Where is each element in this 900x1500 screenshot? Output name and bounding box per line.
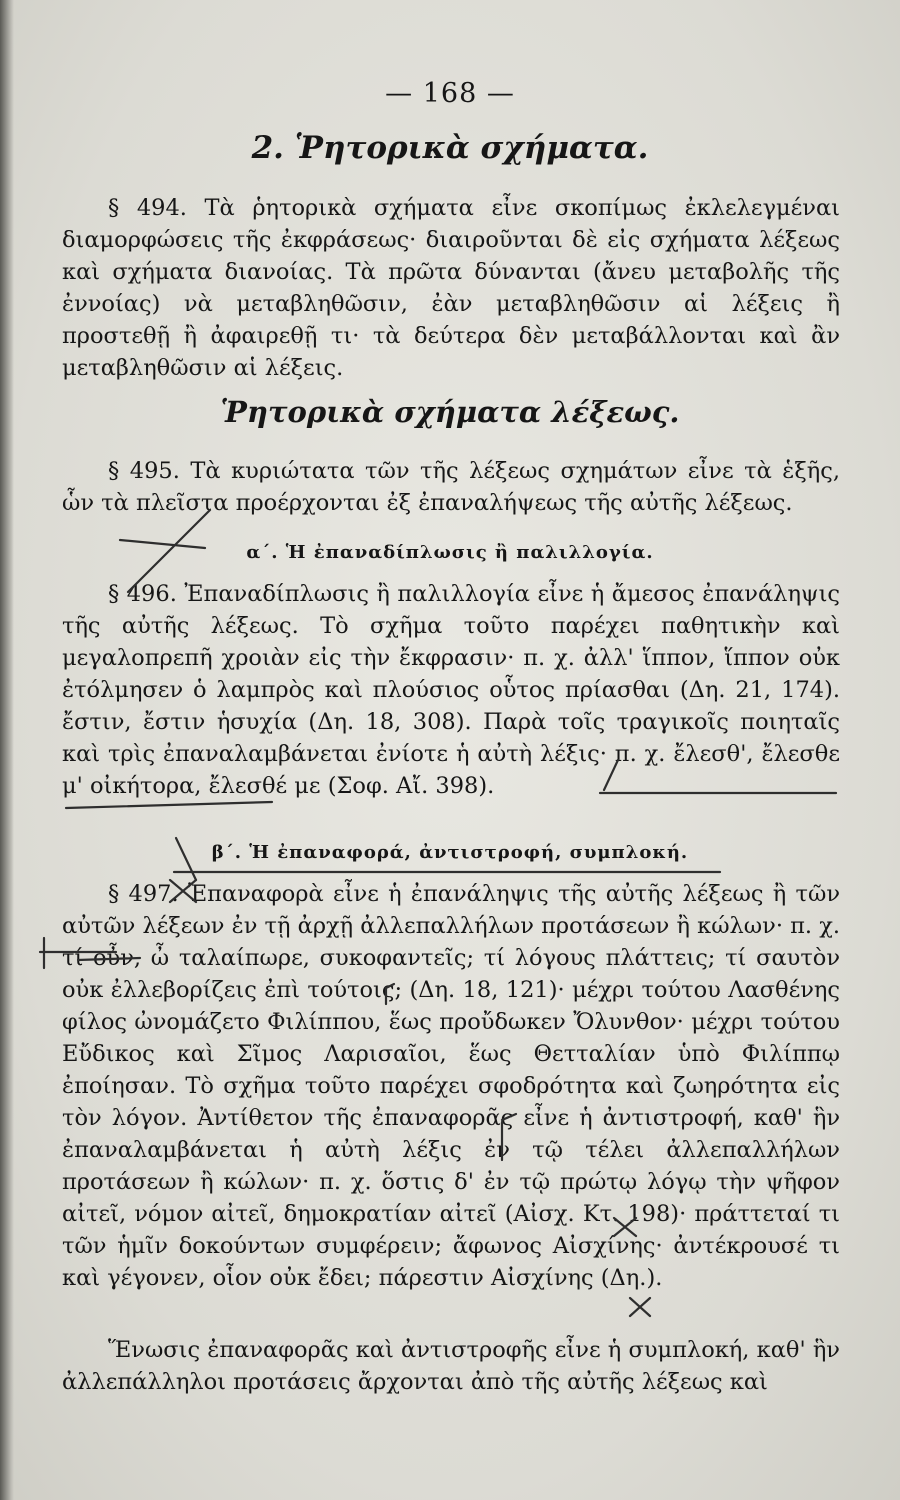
paragraph-496-text: § 496. Ἐπαναδίπλωσις ἢ παλιλλογία εἶνε ἡ ἄμεσος ἐπανάληψις τῆς αὐτῆς λέξεως. Τὸ σχῆμα τοῦτο παρέχει παθητικὴν καὶ μεγαλοπρεπῆ χροιὰν εἰς τὴν ἔκφρασιν· π. χ. ἀλλ' ἵππον, ἵππον οὐκ ἐτόλμησεν ὁ λαμπρὸς καὶ πλούσιος οὗτος πρίασθαι (Δη. 21, 174). ἔστιν, ἔστιν ἡσυχία (Δη. 18, 308). Παρὰ τοῖς τραγικοῖς ποιηταῖς καὶ τρὶς ἐπαναλαμβάνεται ἐνίοτε ἡ αὐτὴ λέξις· π. χ. ἔλεσθ', ἔλεσθε μ' οἰκήτορα, ἔλεσθέ με (Σοφ. Αἴ. 398). [62,581,840,799]
pencil-slash-a [128,510,210,592]
pencil-check-497 [176,838,196,880]
section-title: 2. Ῥητορικὰ σχήματα. [251,130,649,166]
pencil-bracket-toutois [386,984,394,1004]
paragraph-495-text: § 495. Τὰ κυριώτατα τῶν τῆς λέξεως σχημάτων εἶνε τὰ ἑξῆς, ὧν τὰ πλεῖστα προέρχονται ἐξ ἐπαναλήψεως τῆς αὐτῆς λέξεως. [62,458,840,516]
pencil-cross-margin [40,938,116,968]
pencil-underline-oiketora [66,802,272,808]
pencil-line-a [120,540,205,548]
pencil-slash-leksis [604,760,618,790]
paragraph-494-text: § 494. Τὰ ῥητορικὰ σχήματα εἶνε σκοπίμως ἐκλελεγμέναι διαμορφώσεις τῆς ἐκφράσεως· διαιροῦνται δὲ εἰς σχήματα λέξεως καὶ σχήματα διανοίας. Τὰ πρῶτα δύνανται (ἄνευ μεταβολῆς τῆς ἐννοίας) νὰ μεταβληθῶσιν, ἐὰν μεταβληθῶσιν αἱ λέξεις ἢ προστεθῇ ἢ ἀφαιρεθῇ τι· τὰ δεύτερα δὲν μεταβάλλονται καὶ ἂν μεταβληθῶσιν αἱ λέξεις. [62,195,840,381]
pencil-x-198 [614,1218,636,1236]
pencil-underline-ti-oun [78,958,140,960]
pencil-x-497 [170,880,196,902]
pencil-x-dh [630,1298,650,1316]
subtitle-lexeos: Ῥητορικὰ σχήματα λέξεως. [220,395,680,429]
paragraph-497b-text: Ἕνωσις ἐπαναφορᾶς καὶ ἀντιστροφῆς εἶνε ἡ συμπλοκή, καθ' ἣν ἀλλεπάλληλοι προτάσεις ἄρχονται ἀπὸ τῆς αὐτῆς λέξεως καὶ [62,1337,840,1395]
pencil-bracket-antistrofi [502,1114,516,1160]
paragraph-497-text: § 497. Ἐπαναφορὰ εἶνε ἡ ἐπανάληψις τῆς αὐτῆς λέξεως ἢ τῶν αὐτῶν λέξεων ἐν τῇ ἀρχῇ ἀλλεπαλλήλων προτάσεων ἢ κώλων· π. χ. τί οὖν, ὦ ταλαίπωρε, συκοφαντεῖς; τί λόγους πλάττεις; τί σαυτὸν οὐκ ἐλλεβορίζεις ἐπὶ τούτοις; (Δη. 18, 121)· μέχρι τούτου Λασθένης φίλος ὠνομάζετο Φιλίππου, ἕως προὔδωκεν Ὄλυνθον· μέχρι τούτου Εὔδικος καὶ Σῖμος Λαρισαῖοι, ἕως Θετταλίαν ὑπὸ Φιλίππῳ ἐποίησαν. Τὸ σχῆμα τοῦτο παρέχει σφοδρότητα καὶ ζωηρότητα εἰς τὸν λόγον. Ἀντίθετον τῆς ἐπαναφορᾶς εἶνε ἡ ἀντιστροφή, καθ' ἣν ἐπαναλαμβάνεται ἡ αὐτὴ λέξις ἐν τῷ τέλει ἀλλεπαλλήλων προτάσεων ἢ κώλων· π. χ. ὅστις δ' ἐν τῷ πρώτῳ λόγῳ τὴν ψῆφον αἰτεῖ, νόμον αἰτεῖ, δημοκρατίαν αἰτεῖ (Αἰσχ. Κτ. 198)· πράττεταί τι τῶν ἡμῖν δοκούντων συμφέρειν; ἄφωνος Αἰσχίνης· ἀντέκρουσέ τι καὶ γέγονεν, οἷον οὐκ ἔδει; πάρεστιν Αἰσχίνης (Δη.). [62,881,841,1291]
page-number: — 168 — [385,78,515,109]
heading-b: β΄. Ἡ ἐπαναφορά, ἀντιστροφή, συμπλοκή. [211,842,689,863]
heading-a: α΄. Ἡ ἐπαναδίπλωσις ἢ παλιλλογία. [246,542,654,563]
